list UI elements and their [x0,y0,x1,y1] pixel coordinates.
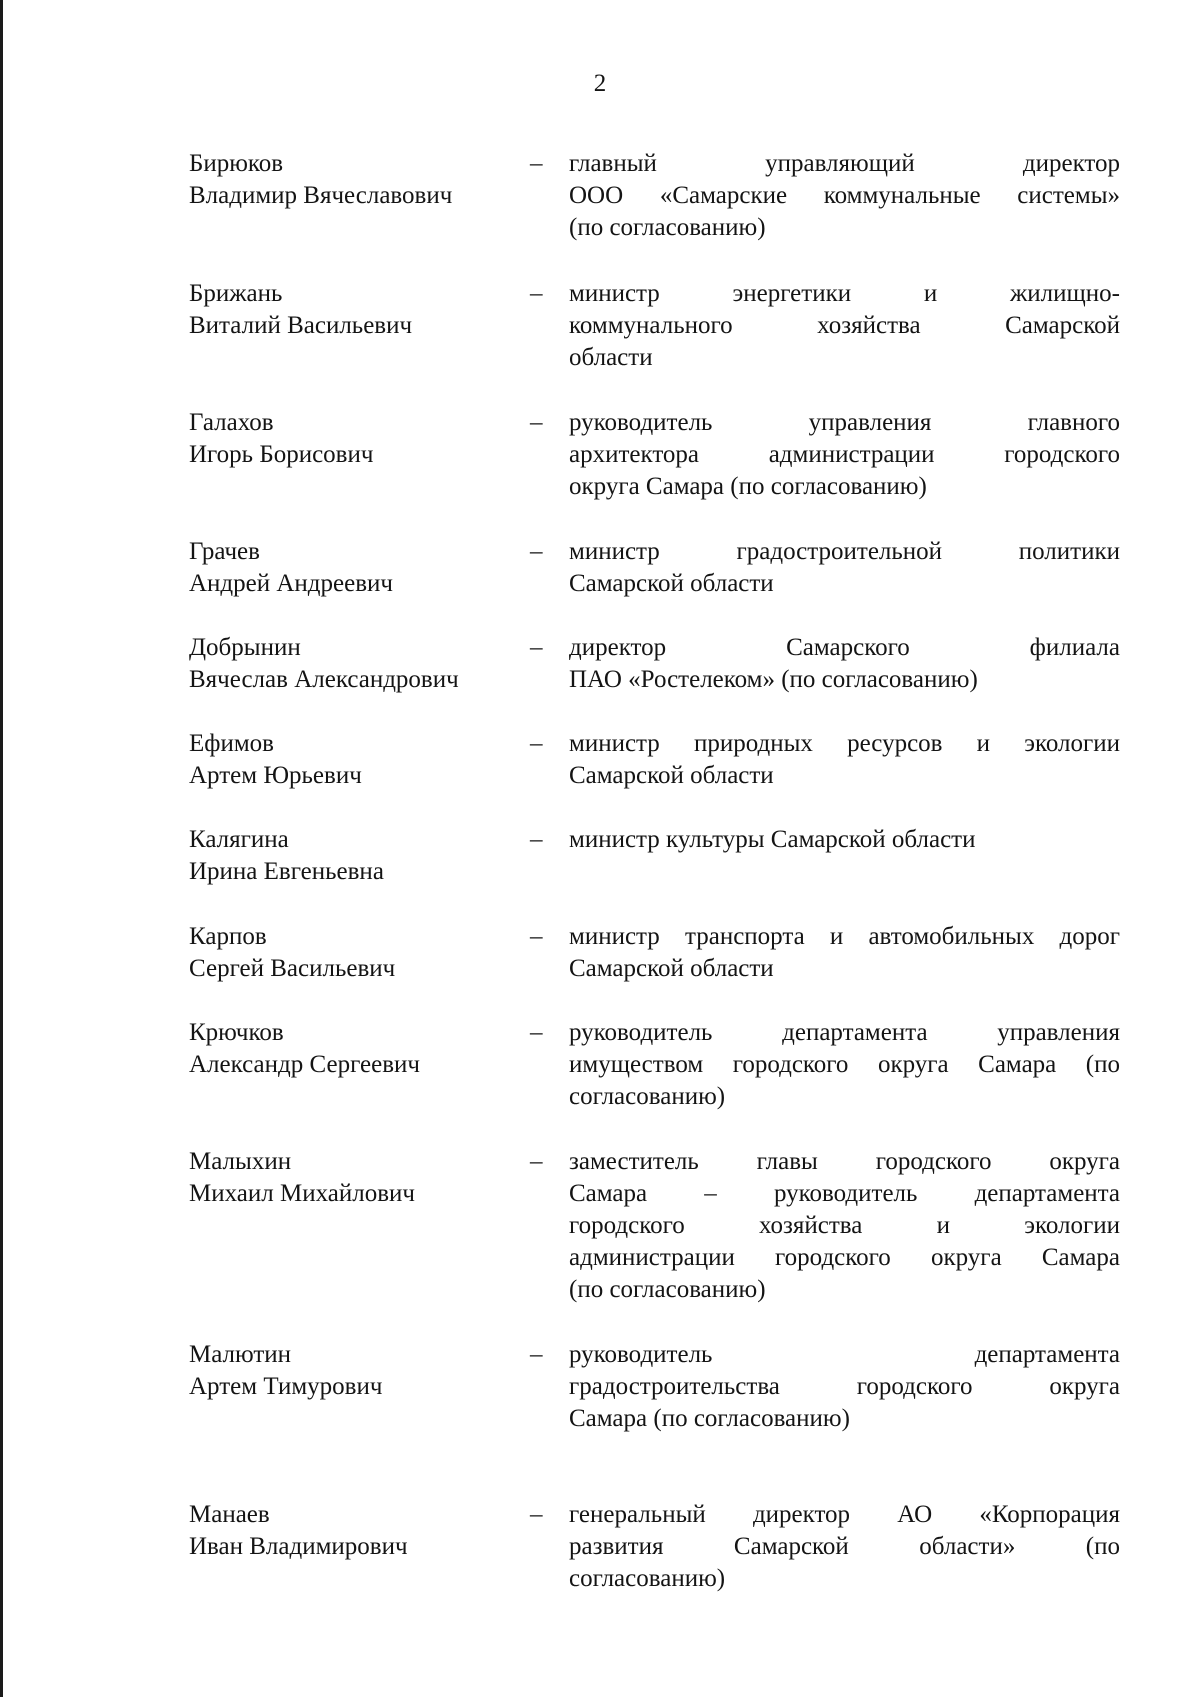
position-line: заместитель главы городского округа [569,1148,1120,1175]
person-name [189,407,519,471]
position-line: согласованию) [569,1565,726,1592]
person-name [189,536,519,600]
person-given-name: Виталий Васильевич [189,312,413,339]
person-surname: Бирюков [189,150,284,177]
person-given-name: Вячеслав Александрович [189,666,459,693]
position-line: Самара (по согласованию) [569,1405,850,1432]
position-line: министр транспорта и автомобильных дорог [569,923,1120,950]
position-line: ПАО «Ростелеком» (по согласованию) [569,666,978,693]
position-description [569,1499,1120,1595]
person-given-name: Владимир Вячеславович [189,182,453,209]
position-line: согласованию) [569,1083,726,1110]
position-line: коммунального хозяйства Самарской [569,312,1120,339]
person-given-name: Иван Владимирович [189,1533,408,1560]
person-name [189,1499,519,1563]
position-description [569,632,1120,696]
separator-dash: – [530,150,543,177]
position-line: городского хозяйства и экологии [569,1212,1120,1239]
separator-dash: – [530,1019,543,1046]
person-name [189,278,519,342]
position-line: министр энергетики и жилищно- [569,280,1120,307]
person-surname: Галахов [189,409,274,436]
person-given-name: Ирина Евгеньевна [189,858,384,885]
person-name [189,728,519,792]
separator-dash: – [530,730,543,757]
position-line: Самарской области [569,955,774,982]
position-line: имуществом городского округа Самара (по [569,1051,1120,1078]
person-given-name: Михаил Михайлович [189,1180,415,1207]
separator-dash: – [530,923,543,950]
person-surname: Малыхин [189,1148,292,1175]
position-line: администрации городского округа Самара [569,1244,1120,1271]
position-line: градостроительства городского округа [569,1373,1120,1400]
separator-dash: – [530,280,543,307]
position-line: главный управляющий директор [569,150,1120,177]
person-surname: Добрынин [189,634,301,661]
position-line: Самара – руководитель департамента [569,1180,1120,1207]
separator-dash: – [530,1148,543,1175]
person-name [189,1339,519,1403]
person-surname: Калягина [189,826,289,853]
position-line: области [569,344,653,371]
position-description [569,824,1120,856]
position-description [569,536,1120,600]
person-given-name: Александр Сергеевич [189,1051,420,1078]
position-line: министр градостроительной политики [569,538,1120,565]
binding-edge [0,0,3,1697]
position-line: директор Самарского филиала [569,634,1120,661]
person-given-name: Артем Юрьевич [189,762,362,789]
position-line: руководитель управления главного [569,409,1120,436]
position-description [569,278,1120,374]
person-name [189,824,519,888]
position-line: министр природных ресурсов и экологии [569,730,1120,757]
position-description [569,1017,1120,1113]
position-line: ООО «Самарские коммунальные системы» [569,182,1120,209]
position-line: развития Самарской области» (по [569,1533,1120,1560]
position-line: руководитель департамента [569,1341,1120,1368]
separator-dash: – [530,1501,543,1528]
position-description [569,148,1120,244]
person-surname: Малютин [189,1341,292,1368]
separator-dash: – [530,826,543,853]
person-surname: Карпов [189,923,267,950]
person-given-name: Игорь Борисович [189,441,374,468]
person-surname: Грачев [189,538,260,565]
separator-dash: – [530,634,543,661]
separator-dash: – [530,409,543,436]
person-given-name: Сергей Васильевич [189,955,396,982]
position-line: генеральный директор АО «Корпорация [569,1501,1120,1528]
position-line: (по согласованию) [569,214,766,241]
position-line: министр культуры Самарской области [569,826,976,853]
position-line: руководитель департамента управления [569,1019,1120,1046]
position-description [569,1339,1120,1435]
person-surname: Брижань [189,280,283,307]
person-name [189,1017,519,1081]
person-name [189,921,519,985]
person-name [189,1146,519,1210]
person-given-name: Андрей Андреевич [189,570,393,597]
person-surname: Ефимов [189,730,274,757]
position-description [569,728,1120,792]
separator-dash: – [530,538,543,565]
position-description [569,407,1120,503]
position-line: Самарской области [569,570,774,597]
position-description [569,921,1120,985]
separator-dash: – [530,1341,543,1368]
position-line: округа Самара (по согласованию) [569,473,927,500]
position-line: (по согласованию) [569,1276,766,1303]
position-line: Самарской области [569,762,774,789]
position-description [569,1146,1120,1306]
position-line: архитектора администрации городского [569,441,1120,468]
person-surname: Крючков [189,1019,284,1046]
person-given-name: Артем Тимурович [189,1373,383,1400]
page-number: 2 [593,70,607,97]
person-name [189,148,519,212]
person-name [189,632,519,696]
person-surname: Манаев [189,1501,270,1528]
